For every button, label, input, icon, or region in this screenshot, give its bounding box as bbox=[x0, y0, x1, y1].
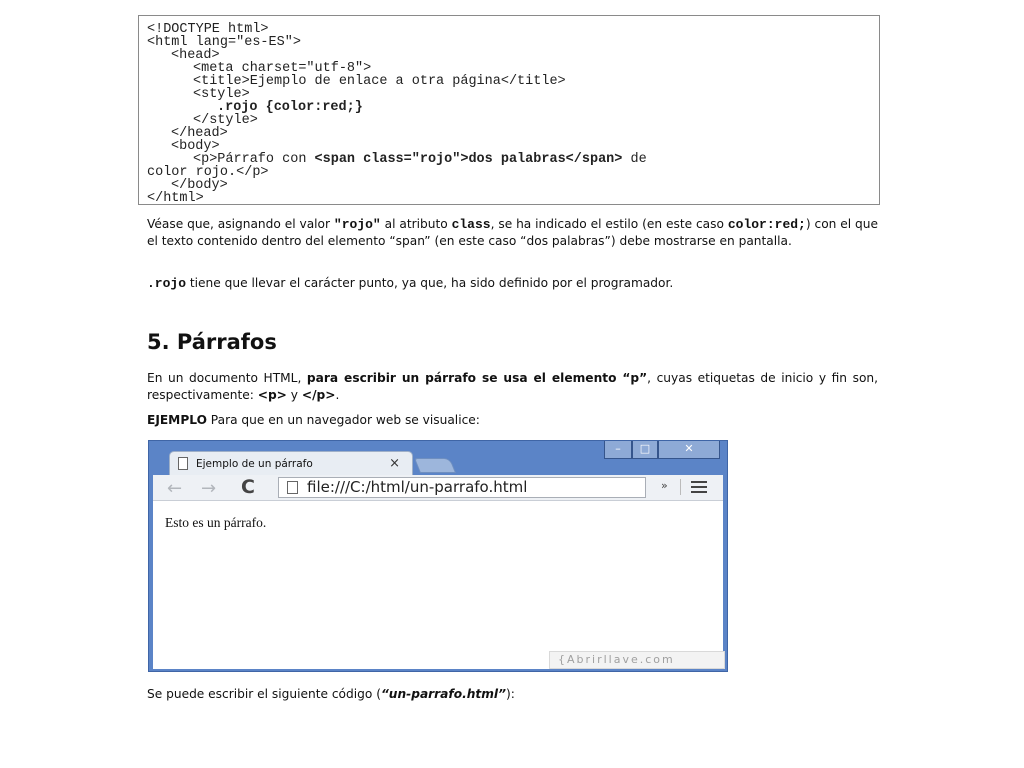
extensions-chevron-icon[interactable]: » bbox=[661, 479, 668, 492]
text: Para que en un navegador web se visualice: bbox=[206, 413, 480, 427]
bold-text: <p> bbox=[257, 388, 287, 402]
browser-tab[interactable] bbox=[169, 451, 413, 476]
bold-text: EJEMPLO bbox=[147, 413, 207, 427]
code-fragment: de bbox=[622, 152, 647, 167]
inline-code: color:red; bbox=[727, 217, 806, 232]
reload-icon[interactable]: C bbox=[241, 476, 255, 498]
rendered-paragraph: Esto es un párrafo. bbox=[165, 515, 267, 530]
document-icon bbox=[178, 457, 188, 470]
bold-text: para escribir un párrafo se usa el elemento “p” bbox=[306, 371, 648, 385]
code-line: <html lang="es-ES"> bbox=[147, 35, 301, 50]
text: Se puede escribir el siguiente código ( bbox=[147, 687, 381, 701]
text: y bbox=[286, 388, 302, 402]
inline-code: "rojo" bbox=[333, 217, 381, 232]
text: ) con el que el texto contenido dentro del elemento “span” (en este caso “dos palabras”) debe mostrarse en pantalla. bbox=[147, 217, 878, 248]
maximize-button[interactable]: □ bbox=[632, 441, 658, 459]
code-line: <body> bbox=[171, 139, 220, 154]
paragraph-code-intro bbox=[147, 686, 878, 703]
text: En un documento HTML, bbox=[147, 371, 307, 385]
code-fragment-bold: <span class="rojo">dos palabras</span> bbox=[314, 152, 623, 167]
text: Véase que, asignando el valor bbox=[147, 217, 334, 231]
back-arrow-icon[interactable]: ← bbox=[167, 478, 183, 499]
bold-text: </p> bbox=[301, 388, 336, 402]
inline-code: .rojo bbox=[147, 276, 187, 291]
tab-title: Ejemplo de un párrafo bbox=[196, 458, 313, 470]
paragraph-example-label bbox=[147, 412, 878, 429]
section-heading: 5. Párrafos bbox=[147, 330, 277, 354]
paragraph-intro bbox=[147, 370, 878, 404]
paragraph-note bbox=[147, 275, 878, 292]
code-line: </html> bbox=[147, 191, 204, 206]
code-line: <style> bbox=[193, 87, 250, 102]
menu-icon[interactable] bbox=[691, 481, 707, 496]
code-line: </style> bbox=[193, 113, 258, 128]
paragraph-explanation bbox=[147, 216, 878, 250]
watermark: {Abrirllave.com bbox=[549, 651, 725, 669]
code-sample-box bbox=[138, 15, 880, 205]
text: , se ha indicado el estilo (en este caso bbox=[490, 217, 728, 231]
page-icon bbox=[287, 481, 298, 494]
new-tab-button[interactable] bbox=[414, 458, 456, 473]
code-line: <!DOCTYPE html> bbox=[147, 22, 269, 37]
minimize-button[interactable]: – bbox=[604, 441, 632, 459]
code-line: <title>Ejemplo de enlace a otra página</title> bbox=[193, 74, 566, 89]
url-text: file:///C:/html/un-parrafo.html bbox=[307, 478, 528, 496]
inline-code: class bbox=[451, 217, 491, 232]
tab-close-icon[interactable]: × bbox=[389, 456, 400, 471]
page-viewport bbox=[153, 501, 723, 669]
code-line: </head> bbox=[171, 126, 228, 141]
text: ): bbox=[505, 687, 515, 701]
text: . bbox=[335, 388, 340, 402]
code-line: <meta charset="utf-8"> bbox=[193, 61, 372, 76]
browser-toolbar bbox=[153, 475, 723, 501]
code-line: color rojo.</p> bbox=[147, 165, 269, 180]
bold-italic-text: “un-parrafo.html” bbox=[380, 687, 506, 701]
code-line: </body> bbox=[171, 178, 228, 193]
toolbar-divider bbox=[680, 479, 681, 495]
text: , cuyas etiquetas de inicio y fin son, respectivamente: bbox=[147, 371, 879, 402]
window-close-button[interactable]: ✕ bbox=[658, 441, 720, 459]
text: al atributo bbox=[380, 217, 452, 231]
browser-window bbox=[148, 440, 728, 672]
code-line: <head> bbox=[171, 48, 220, 63]
forward-arrow-icon[interactable]: → bbox=[201, 478, 217, 499]
text: tiene que llevar el carácter punto, ya que, ha sido definido por el programador. bbox=[186, 276, 674, 290]
address-bar[interactable] bbox=[278, 477, 646, 498]
code-fragment: <p>Párrafo con bbox=[193, 152, 315, 167]
code-line: .rojo {color:red;} bbox=[217, 100, 363, 115]
